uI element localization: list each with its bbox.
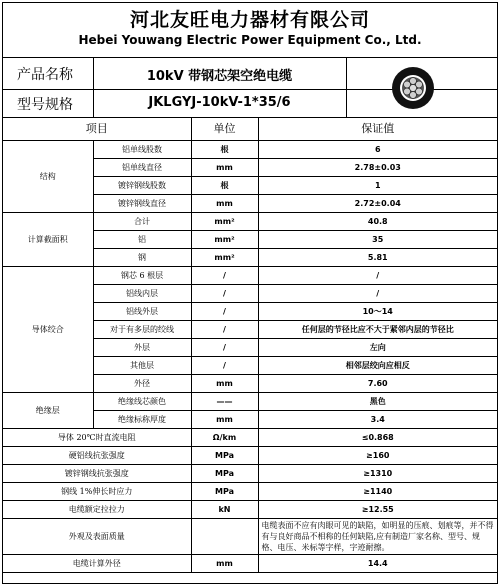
item-value: 左向 [258,339,497,357]
section-name: 绝缘层 [3,393,93,429]
item-unit: mm² [191,231,258,249]
product-name-label: 产品名称 [17,67,73,83]
item-unit: mm² [191,249,258,267]
item-name: 其他层 [93,357,191,375]
item-name: 钢芯 6 根层 [93,267,191,285]
table-row [3,483,497,501]
item-value: 电缆表面不应有肉眼可见的缺陷，如明显的压痕、划痕等，并不得有与良好商品不相称的任何缺陷,应有制造厂家名称、型号、规格、电压、米标等字样，字迹耐擦。 [258,519,497,555]
item-name: 钢 [93,249,191,267]
item-unit: / [191,303,258,321]
table-row [3,141,497,159]
section-name: 导体绞合 [3,267,93,393]
item-unit: / [191,267,258,285]
item-name: 硬铝线抗张强度 [3,447,191,465]
table-row [3,555,497,573]
item-value: 2.78±0.03 [258,159,497,177]
table-row [3,447,497,465]
cable-cross-section-image [383,63,443,113]
table-row [3,393,497,411]
table-row [3,501,497,519]
item-name: 铝线外层 [93,303,191,321]
table-row [3,213,497,231]
item-name: 铝单线直径 [93,159,191,177]
item-value: 黑色 [258,393,497,411]
item-unit: 根 [191,177,258,195]
item-value: 6 [258,141,497,159]
item-name: 铝线内层 [93,285,191,303]
table-row [3,267,497,285]
model-value: JKLGYJ-10kV-1*35/6 [148,95,291,110]
table-row [3,429,497,447]
item-unit: / [191,339,258,357]
item-name: 镀锌钢线直径 [93,195,191,213]
item-unit: Ω/km [191,429,258,447]
spec-sheet [2,2,498,584]
item-name: 合计 [93,213,191,231]
company-name-en: Hebei Youwang Electric Power Equipment Co., Ltd. [78,33,422,47]
item-name: 镀锌钢线抗张强度 [3,465,191,483]
section-name: 计算截面积 [3,213,93,267]
item-name: 电缆额定拉拉力 [3,501,191,519]
item-name: 对于有多层的绞线 [93,321,191,339]
item-unit: mm [191,159,258,177]
item-value: 7.60 [258,375,497,393]
item-value: ≥1310 [258,465,497,483]
item-value: 40.8 [258,213,497,231]
item-unit: —— [191,393,258,411]
item-value: 10～14 [258,303,497,321]
item-name: 外观及表面质量 [3,519,191,555]
item-name: 镀锌钢线股数 [93,177,191,195]
item-value: ≤0.868 [258,429,497,447]
item-name: 绝缘标称厚度 [93,411,191,429]
item-value: ≥12.55 [258,501,497,519]
item-unit: mm² [191,213,258,231]
section-name: 结构 [3,141,93,213]
item-unit: 根 [191,141,258,159]
item-value: 14.4 [258,555,497,573]
item-unit: kN [191,501,258,519]
item-name: 绝缘线芯颜色 [93,393,191,411]
header-unit: 单位 [191,118,258,141]
divider [3,57,497,58]
header-item: 项目 [3,118,191,141]
item-unit: mm [191,411,258,429]
item-unit: / [191,357,258,375]
item-name: 钢线 1%伸长时应力 [3,483,191,501]
item-value: ≥1140 [258,483,497,501]
table-row [3,465,497,483]
item-unit: / [191,321,258,339]
spec-table [3,117,497,573]
item-name: 导体 20℃时直流电阻 [3,429,191,447]
item-name: 电缆计算外径 [3,555,191,573]
item-value: 2.72±0.04 [258,195,497,213]
item-unit: MPa [191,465,258,483]
item-value: 5.81 [258,249,497,267]
item-unit: MPa [191,483,258,501]
item-value: 3.4 [258,411,497,429]
item-name: 铝单线股数 [93,141,191,159]
item-value: / [258,267,497,285]
item-value: 35 [258,231,497,249]
item-value: / [258,285,497,303]
item-value: 相邻层绞向应相反 [258,357,497,375]
divider [346,57,347,117]
item-unit: mm [191,555,258,573]
item-name: 外层 [93,339,191,357]
item-name: 外径 [93,375,191,393]
table-row [3,519,497,555]
table-header-row [3,118,497,141]
item-unit: mm [191,375,258,393]
product-name-value: 10kV 带钢芯架空绝电缆 [146,69,293,84]
item-value: 任何层的节径比应不大于紧邻内层的节径比 [258,321,497,339]
item-unit [191,519,258,555]
item-unit: MPa [191,447,258,465]
item-value: ≥160 [258,447,497,465]
header-value: 保证值 [258,118,497,141]
model-label: 型号规格 [17,97,73,113]
item-name: 铝 [93,231,191,249]
company-name-cn: 河北友旺电力器材有限公司 [129,9,370,31]
item-value: 1 [258,177,497,195]
item-unit: / [191,285,258,303]
item-unit: mm [191,195,258,213]
